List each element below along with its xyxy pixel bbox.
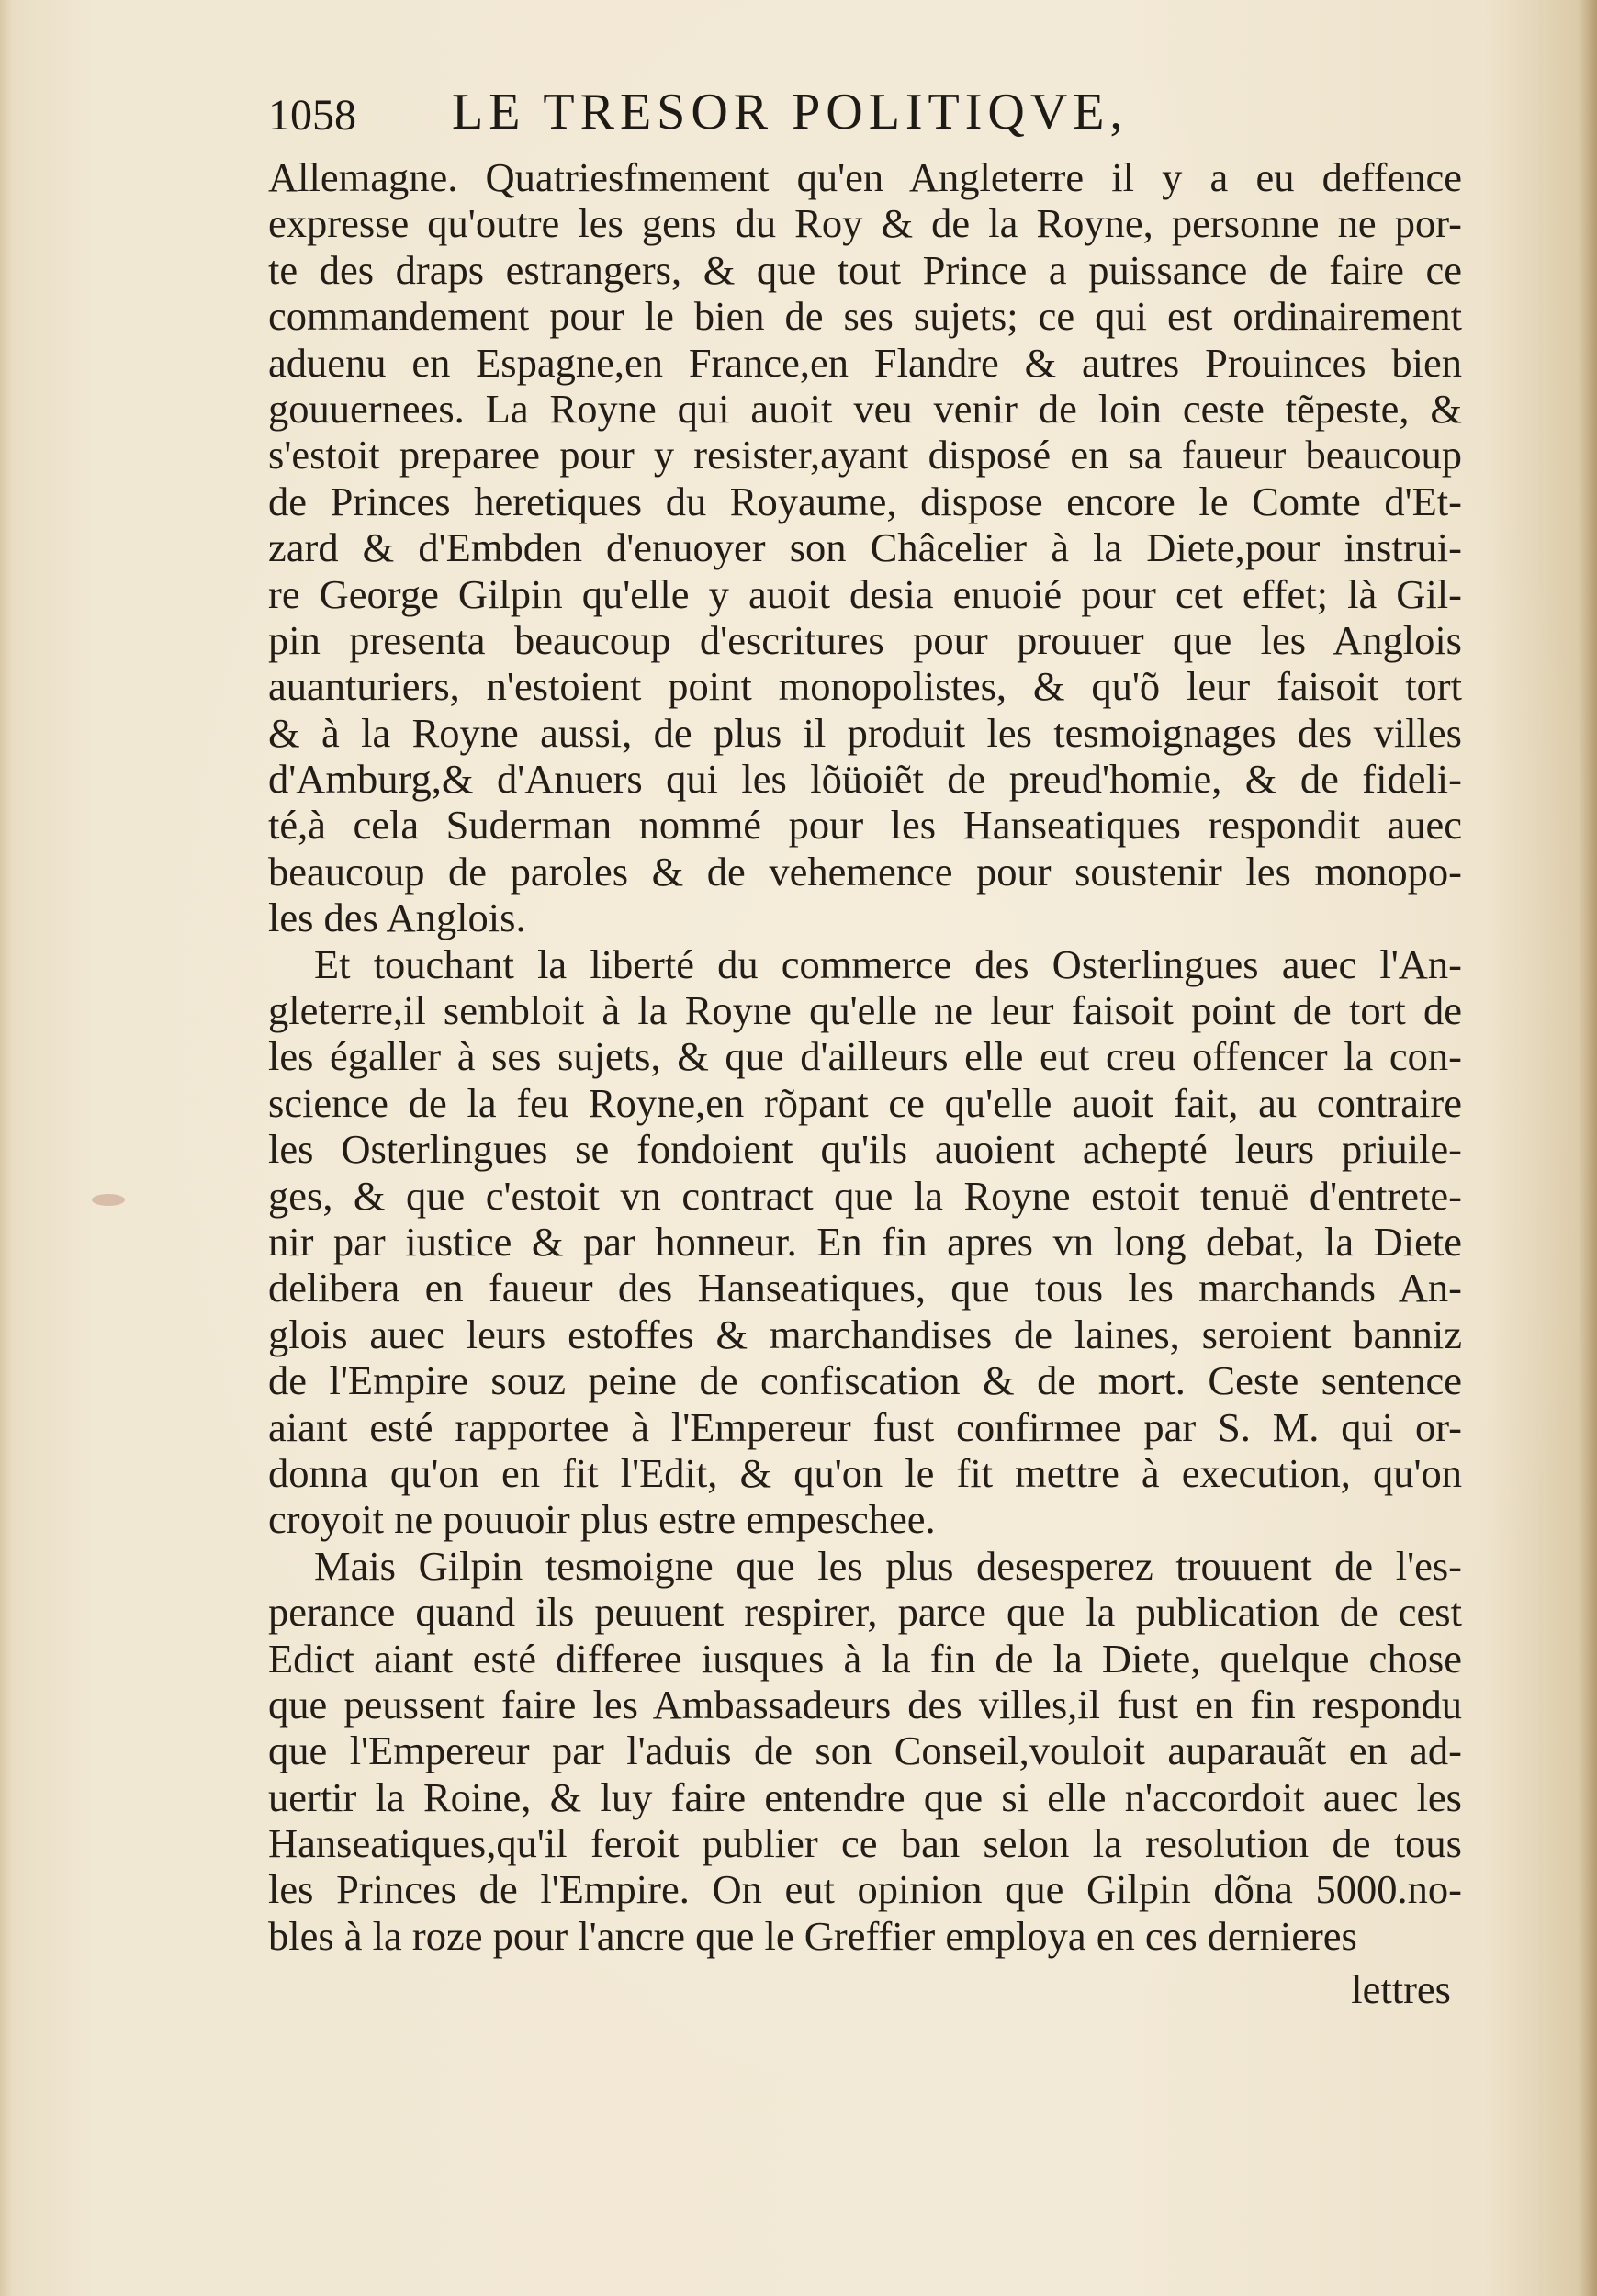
text-line: donna qu'on en fit l'Edit, & qu'on le fit mettre à execution, qu'on <box>268 1449 1462 1496</box>
text-line: Et touchant la liberté du commerce des Osterlingues auec l'An- <box>314 940 1462 987</box>
text-line: Mais Gilpin tesmoigne que les plus desesperez trouuent de l'es- <box>314 1542 1462 1589</box>
text-line: ges, & que c'estoit vn contract que la Royne estoit tenuë d'entrete- <box>268 1172 1462 1219</box>
text-line: uertir la Roine, & luy faire entendre que si elle n'accordoit auec les <box>268 1773 1462 1820</box>
text-line: re George Gilpin qu'elle y auoit desia enuoié pour cet effet; là Gil- <box>268 570 1462 617</box>
text-line: té,à cela Suderman nommé pour les Hanseatiques respondit auec <box>268 802 1462 849</box>
text-line: delibera en faueur des Hanseatiques, que tous les marchands An- <box>268 1265 1462 1311</box>
text-line: te des draps estrangers, & que tout Prince a puissance de faire ce <box>268 246 1462 293</box>
page-left-edge <box>0 0 13 2296</box>
text-line: Edict aiant esté differee iusques à la fin de la Diete, quelque chose <box>268 1635 1462 1682</box>
text-line: les Osterlingues se fondoient qu'ils auoient achepté leurs priuile- <box>268 1126 1462 1173</box>
text-line: auanturiers, n'estoient point monopolistes, & qu'õ leur faisoit tort <box>268 663 1462 710</box>
text-line: que peussent faire les Ambassadeurs des villes,il fust en fin respondu <box>268 1681 1462 1728</box>
text-line: les égaller à ses sujets, & que d'ailleurs elle eut creu offencer la con- <box>268 1033 1462 1080</box>
text-line: de Princes heretiques du Royaume, dispose encore le Comte d'Et- <box>268 478 1462 524</box>
running-title: LE TRESOR POLITIQVE, <box>452 84 1129 141</box>
text-line: de l'Empire souz peine de confiscation & de mort. Ceste sentence <box>268 1357 1462 1404</box>
text-line: zard & d'Embden d'enuoyer son Châcelier à la Diete,pour instrui- <box>268 524 1462 571</box>
text-line: & à la Royne aussi, de plus il produit les tesmoignages des villes <box>268 709 1462 756</box>
catchword: lettres <box>1351 1966 1451 2012</box>
page-number: 1058 <box>268 91 356 140</box>
text-line: Allemagne. Quatriesfmement qu'en Angleterre il y a eu deffence <box>268 154 1462 200</box>
text-line: science de la feu Royne,en rõpant ce qu'elle auoit fait, au contraire <box>268 1079 1462 1126</box>
page-binding-shadow <box>1579 0 1597 2296</box>
text-line: d'Amburg,& d'Anuers qui les lõüoiẽt de preud'homie, & de fideli- <box>268 756 1462 803</box>
text-line: les Princes de l'Empire. On eut opinion que Gilpin dõna 5000.no- <box>268 1866 1462 1913</box>
text-line: s'estoit preparee pour y resister,ayant disposé en sa faueur beaucoup <box>268 432 1462 478</box>
ink-blot <box>92 1194 125 1206</box>
text-line: expresse qu'outre les gens du Roy & de la Royne, personne ne por- <box>268 200 1462 247</box>
page-header <box>268 81 1462 145</box>
text-line: glois auec leurs estoffes & marchandises de laines, seroient banniz <box>268 1311 1462 1357</box>
text-line: Hanseatiques,qu'il feroit publier ce ban selon la resolution de tous <box>268 1820 1462 1867</box>
paragraph <box>268 1543 1462 1960</box>
text-line: beaucoup de paroles & de vehemence pour soustenir les monopo- <box>268 848 1462 895</box>
text-line: nir par iustice & par honneur. En fin apres vn long debat, la Diete <box>268 1218 1462 1265</box>
text-line: commandement pour le bien de ses sujets; ce qui est ordinairement <box>268 293 1462 340</box>
text-line: que l'Empereur par l'aduis de son Conseil,vouloit auparauãt en ad- <box>268 1728 1462 1774</box>
text-line: les des Anglois. <box>268 895 526 941</box>
text-line: pin presenta beaucoup d'escritures pour prouuer que les Anglois <box>268 616 1462 663</box>
text-line: gleterre,il sembloit à la Royne qu'elle ne leur faisoit point de tort de <box>268 987 1462 1034</box>
paragraph <box>268 941 1462 1543</box>
text-line: aiant esté rapportee à l'Empereur fust confirmee par S. M. qui or- <box>268 1403 1462 1450</box>
body-text <box>268 154 1462 1959</box>
text-line: gouuernees. La Royne qui auoit veu venir de loin ceste tẽpeste, & <box>268 385 1462 432</box>
paragraph <box>268 154 1462 941</box>
text-line: croyoit ne pouuoir plus estre empeschee. <box>268 1496 936 1543</box>
text-line: bles à la roze pour l'ancre que le Greffier employa en ces dernieres <box>268 1912 1357 1959</box>
text-line: aduenu en Espagne,en France,en Flandre & autres Prouinces bien <box>268 339 1462 386</box>
text-line: perance quand ils peuuent respirer, parce que la publication de cest <box>268 1589 1462 1636</box>
